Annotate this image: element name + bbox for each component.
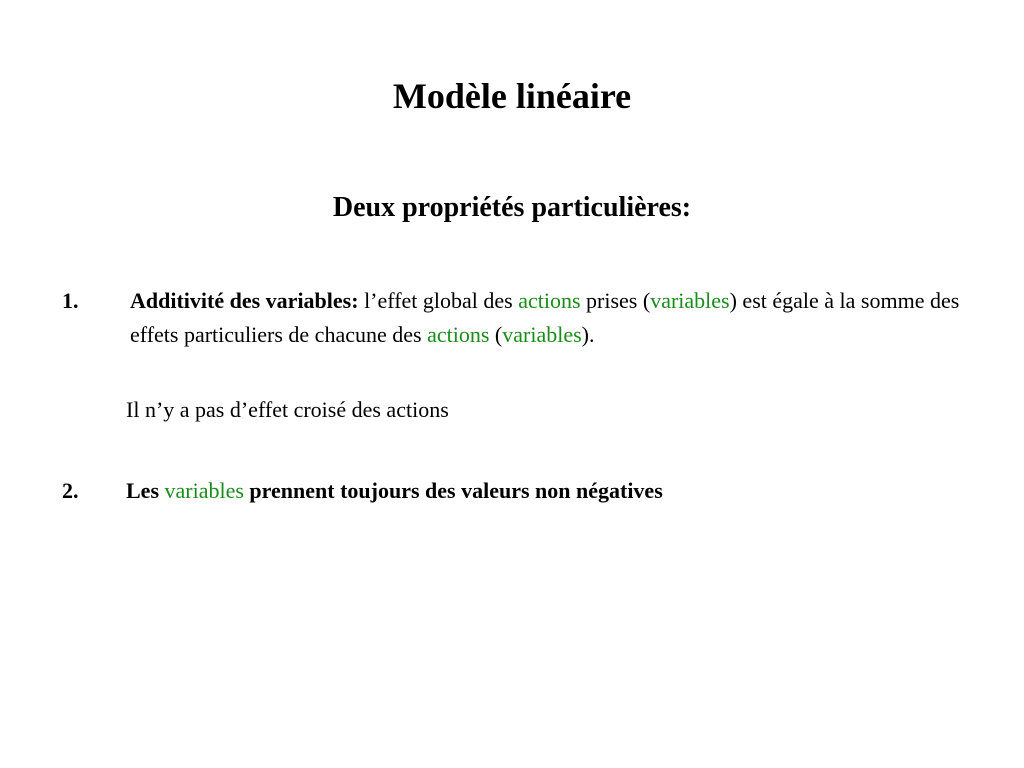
keyword-actions: actions [427, 322, 490, 347]
keyword-variables: variables [650, 288, 730, 313]
list-item-1-text-part: ) est égale à la somme des effets particuliers de chacune des [130, 288, 960, 347]
list-item-1-text-part: l’effet global des [358, 288, 519, 313]
keyword-actions: actions [518, 288, 581, 313]
list-item-1-number: 1. [62, 288, 79, 313]
slide-subtitle: Deux propriétés particulières: [332, 192, 692, 223]
list-item-2-text [126, 474, 962, 508]
list-item-1-text-part: ( [489, 322, 503, 347]
list-item-2-text-part: Les [126, 478, 165, 503]
list-item-1-heading: Additivité des variables: [130, 288, 359, 313]
list-item-1 [62, 284, 962, 352]
list-item-1-text [130, 284, 962, 352]
keyword-variables: variables [164, 478, 244, 503]
list-item-1-text-part: prises ( [580, 288, 651, 313]
list-item-2-text-part: prennent toujours des valeurs non négatives [243, 478, 663, 503]
list-item-2-number: 2. [62, 478, 79, 503]
list-item-2 [62, 474, 962, 508]
slide-title: Modèle linéaire [392, 76, 632, 116]
note-text: Il n’y a pas d’effet croisé des actions [126, 397, 449, 422]
list-item-1-text-part: ). [581, 322, 595, 347]
keyword-variables: variables [502, 322, 582, 347]
